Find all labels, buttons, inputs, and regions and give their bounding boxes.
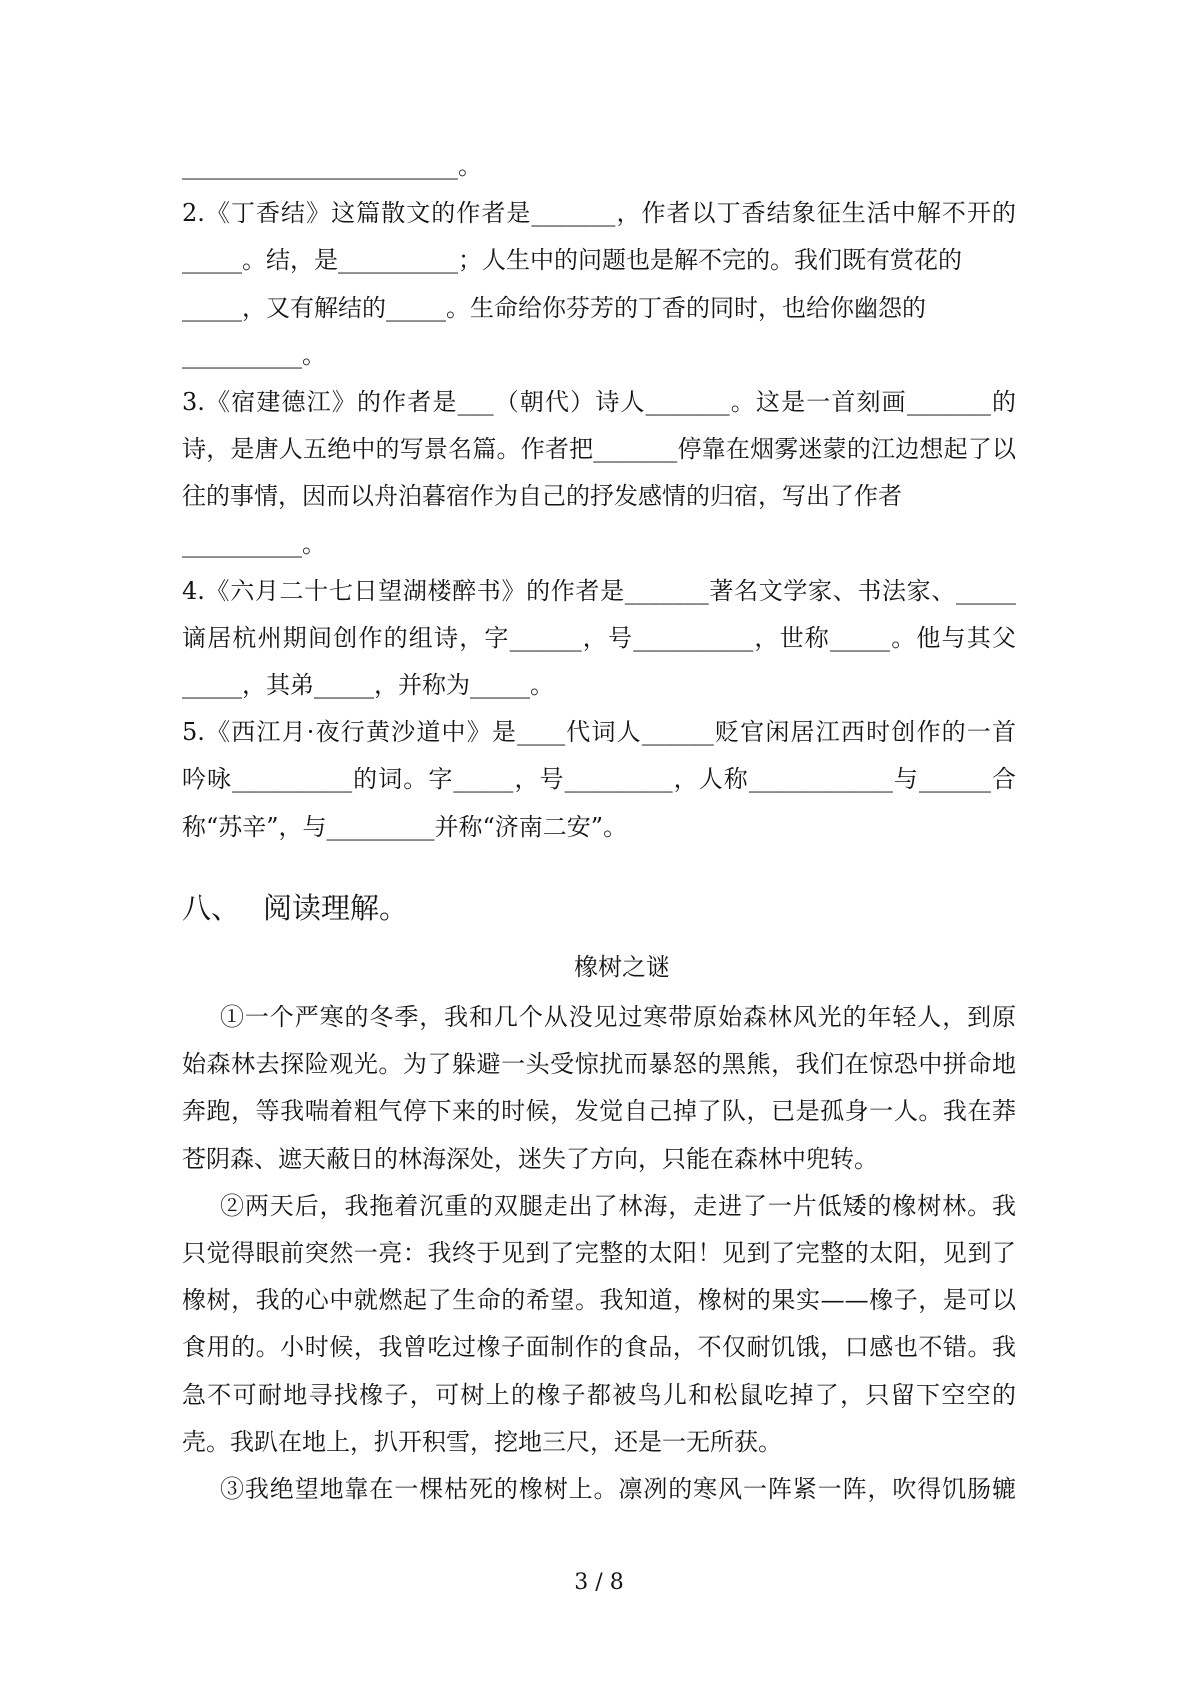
paragraph-line: 橡树，我的心中就燃起了生命的希望。我知道，橡树的果实——橡子，是可以 <box>182 1286 1016 1315</box>
question-line: 诗，是唐人五绝中的写景名篇。作者把_______停靠在烟雾迷蒙的江边想起了以 <box>182 435 1016 464</box>
question-line: __________。 <box>182 340 326 369</box>
passage-paragraph-2 <box>182 1183 1016 1466</box>
paragraph-line: 壳。我趴在地上，扒开积雪，挖地三尺，还是一无所获。 <box>182 1427 782 1456</box>
paragraph-line: 始森林去探险观光。为了躲避一头受惊扰而暴怒的黑熊，我们在惊恐中拼命地 <box>182 1050 1016 1079</box>
reading-passage <box>182 994 1016 1513</box>
question-line: 2.《丁香结》这篇散文的作者是_______，作者以丁香结象征生活中解不开的 <box>182 199 1016 228</box>
paragraph-line: ③我绝望地靠在一棵枯死的橡树上。凛冽的寒风一阵紧一阵，吹得饥肠辘 <box>220 1474 1016 1503</box>
paragraph-line: ②两天后，我拖着沉重的双腿走出了林海，走进了一片低矮的橡树林。我 <box>220 1191 1016 1220</box>
question-line: _____，又有解结的_____。生命给你芬芳的丁香的同时，也给你幽怨的 <box>182 293 926 322</box>
paragraph-line: 急不可耐地寻找橡子，可树上的橡子都被鸟儿和松鼠吃掉了，只留下空空的 <box>182 1380 1016 1409</box>
question-line: _____，其弟_____，并称为_____。 <box>182 671 554 700</box>
paragraph-line: 食用的。小时候，我曾吃过橡子面制作的食品，不仅耐饥饿，口感也不错。我 <box>182 1333 1016 1362</box>
question-line: 往的事情，因而以舟泊暮宿作为自己的抒发感情的归宿，写出了作者 <box>182 482 902 511</box>
passage-paragraph-3 <box>182 1466 1016 1513</box>
passage-paragraph-1 <box>182 994 1016 1183</box>
question-line: 5.《西江月·夜行黄沙道中》是____代词人______贬官闲居江西时创作的一首 <box>182 718 1016 747</box>
question-4 <box>182 568 1016 710</box>
section-title: 阅读理解。 <box>263 891 409 925</box>
question-line: 谪居杭州期间创作的组诗，字______，号__________，世称_____。他与其父 <box>182 623 1016 652</box>
question-3 <box>182 379 1016 568</box>
question-line: 3.《宿建德江》的作者是___（朝代）诗人_______。这是一首刻画_______的 <box>182 387 1016 416</box>
question-line: _____。结，是__________；人生中的问题也是解不完的。我们既有赏花的 <box>182 246 962 275</box>
paragraph-line: 苍阴森、遮天蔽日的林海深处，迷失了方向，只能在森林中兜转。 <box>182 1144 878 1173</box>
section-number: 八、 <box>182 891 241 925</box>
question-5 <box>182 709 1016 851</box>
paragraph-line: 奔跑，等我喘着粗气停下来的时候，发觉自己掉了队，已是孤身一人。我在莽 <box>182 1097 1016 1126</box>
section-heading <box>182 887 408 929</box>
question-line: 4.《六月二十七日望湖楼醉书》的作者是_______著名文学家、书法家、_____ <box>182 576 1016 605</box>
paragraph-line: 只觉得眼前突然一亮：我终于见到了完整的太阳！见到了完整的太阳，见到了 <box>182 1238 1016 1267</box>
page-number: 3 / 8 <box>574 1570 624 1595</box>
question-line: 称“苏辛”，与_________并称“济南二安”。 <box>182 812 628 841</box>
fill-in-section <box>182 143 1016 851</box>
answer-blank-line: _______________________。 <box>182 152 482 180</box>
question-2 <box>182 190 1016 379</box>
passage-title: 橡树之谜 <box>574 953 670 981</box>
paragraph-line: ①一个严寒的冬季，我和几个从没见过寒带原始森林风光的年轻人，到原 <box>220 1003 1016 1031</box>
question-line: __________。 <box>182 529 326 558</box>
question-line: 吟咏__________的词。字_____，号_________，人称____________与______合 <box>182 765 1016 794</box>
